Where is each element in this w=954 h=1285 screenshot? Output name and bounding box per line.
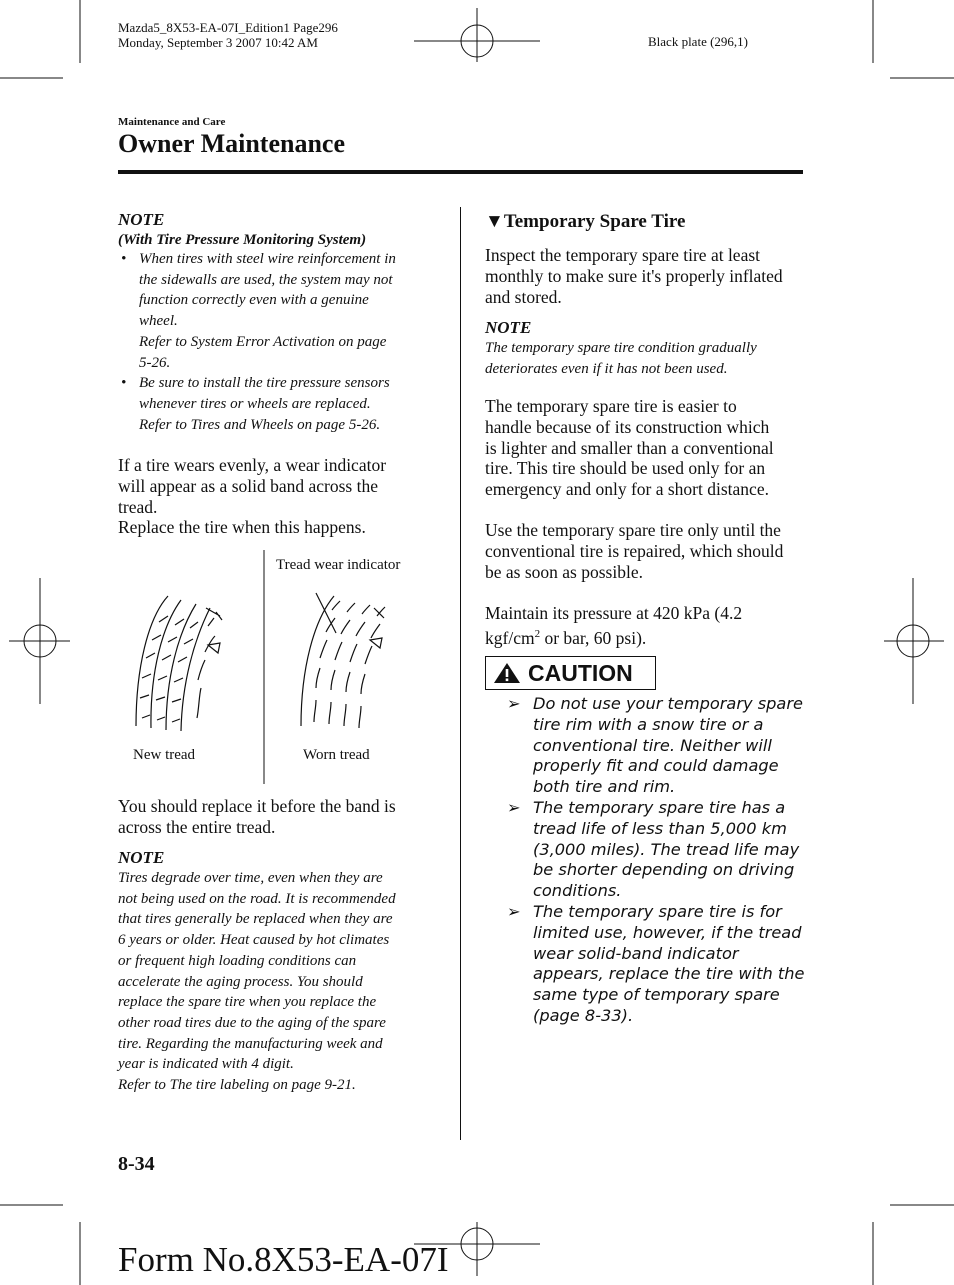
caution-label: CAUTION [528,659,633,686]
arrow-bullet-icon: ➢ [507,797,521,817]
new-tread-icon [136,596,222,731]
bullet-icon: • [121,251,127,267]
caution-list [507,694,807,1027]
worn-tread-label: Worn tread [303,747,370,763]
usage-paragraph: Use the temporary spare tire only until the conventional tire is repaired, which should be as soon as possible. [485,520,784,582]
wear-indicator-paragraph: If a tire wears evenly, a wear indicator will appear as a solid band across the tread. Replace the tire when this happens. [118,455,387,538]
new-tread-label: New tread [133,747,196,763]
caution-item: ➢ Do not use your temporary spare tire rim with a snow tire or a conventional tire. Neither will properly fit and could damage both tire and rim. [507,694,803,797]
note-heading: NOTE [485,318,532,337]
note-heading: NOTE [118,848,165,867]
section-label: Maintenance and Care [118,116,226,128]
column-divider [460,207,461,1140]
note-bullet-item: • Be sure to install the tire pressure sensors whenever tires or wheels are replaced. Refer to Tires and Wheels on page 5-26. [121,375,390,433]
caution-label-box [485,656,656,690]
arrow-bullet-icon: ➢ [507,694,521,713]
note-body: Tires degrade over time, even when they are not being used on the road. It is recommended that tires generally be replaced when they are 6 years or older. Heat caused by hot climates or frequent high loading conditions can accelerate the aging process. You should replace the spare tire when you replace the other road tires due to the aging of the spare tire. Regarding the manufacturing week and year is indicated with 4 digit. Refer to The tire labeling on page 9-21. [118,870,396,1094]
note-bullet-item: • When tires with steel wire reinforcement in the sidewalls are used, the system may not function correctly even with a genuine wheel. Refer to System Error Activation on page 5-26. [121,251,396,371]
worn-tread-icon [301,593,385,728]
tread-wear-figure [118,548,448,786]
triangle-marker-icon: ▼ [485,211,504,232]
note-bullet-list [118,249,438,435]
title-rule [118,170,803,174]
caution-item: ➢ The temporary spare tire is for limited use, however, if the tread wear solid-band indicator appears, replace the tire with the same type of temporary spare (page 8-33). [507,901,805,1025]
note-aging [118,848,448,1096]
handling-paragraph: The temporary spare tire is easier to handle because of its construction which is lighter and smaller than a conventional tire. This tire should be used only for an emergency and only for a short distance. [485,396,774,500]
page-number: 8-34 [118,1153,155,1175]
section-heading-text: Temporary Spare Tire [503,211,686,232]
note-subheading: (With Tire Pressure Monitoring System) [118,232,367,248]
inspect-paragraph: Inspect the temporary spare tire at least monthly to make sure it's properly inflated and stored. [485,245,783,307]
tread-wear-indicator-label: Tread wear indicator [276,557,401,573]
doc-info [118,20,338,50]
arrow-bullet-icon: ➢ [507,901,521,921]
page-title: Owner Maintenance [118,129,345,158]
pressure-paragraph: Maintain its pressure at 420 kPa (4.2 kgf/$cm^2$ or bar, 60 psi). [485,603,743,648]
bullet-icon: • [121,375,127,392]
section-heading [485,211,685,233]
doc-info-line2: Monday, September 3 2007 10:42 AM [118,35,318,50]
note-heading: NOTE [118,210,165,229]
note-tpms [118,210,438,435]
doc-info-line1: Mazda5_8X53-EA-07I_Edition1 Page296 [118,20,338,35]
note-spare [485,318,815,379]
plate-label: Black plate (296,1) [648,34,748,49]
replace-paragraph: You should replace it before the band is across the entire tread. [118,796,396,837]
caution-item: ➢ The temporary spare tire has a tread life of less than 5,000 km (3,000 miles). The tread life may be shorter depending on driving conditions. [507,797,800,901]
warning-triangle-icon [492,661,522,685]
form-number: Form No.8X53-EA-07I [118,1240,449,1279]
note-body: The temporary spare tire condition gradually deteriorates even if it has not been used. [485,340,757,377]
